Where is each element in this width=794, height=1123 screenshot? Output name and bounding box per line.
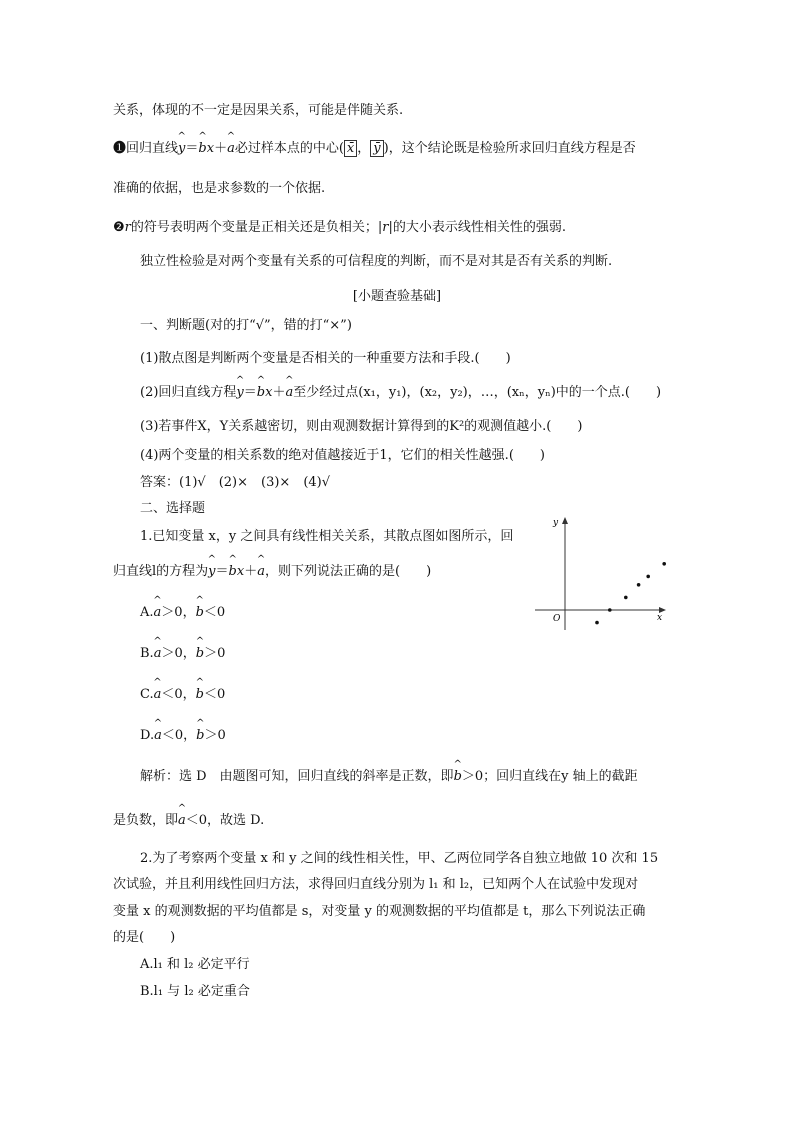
scatter-point [646, 575, 650, 579]
note-1-text-2: )，这个结论既是检验所求回归直线方程是否 [383, 141, 636, 156]
section-title: [小题查验基础] [352, 289, 442, 304]
origin-label: O [553, 614, 561, 624]
question-text: 变量 x 的观测数据的平均值都是 s，对变量 y 的观测数据的平均值都是 t，那么下列说法正确 [113, 904, 646, 919]
question-text: 次试验，并且利用线性回归方法，求得回归直线分别为 l₁ 和 l₂，已知两个人在试验中发现对 [113, 877, 639, 892]
option-b: B.^ a＞0，^ b＞0 [140, 645, 225, 663]
judge-item: (4)两个变量的相关系数的绝对值越接近于1，它们的相关性越强.( ) [140, 448, 545, 463]
solution: 解析：选 D 由题图可知，回归直线的斜率是正数，即^ b＞0；回归直线在y 轴上的截距 [140, 768, 638, 786]
part-heading: 二、选择题 [140, 501, 206, 516]
y-axis-label: y [553, 518, 559, 528]
note-1-label: ❶回归直线 [113, 141, 179, 156]
judge-item: (1)散点图是判断两个变量是否相关的一种重要方法和手段.( ) [140, 351, 511, 366]
part-heading: 一、判断题(对的打“√”，错的打“×”) [140, 318, 352, 333]
option-a: A.l₁ 和 l₂ 必定平行 [140, 957, 250, 972]
text-line: 准确的依据，也是求参数的一个依据. [113, 181, 326, 196]
option-b: B.l₁ 与 l₂ 必定重合 [140, 984, 250, 999]
y-axis-arrow [562, 517, 568, 524]
scatter-plot [530, 512, 670, 632]
judge-item: (3)若事件X，Y关系越密切，则由观测数据计算得到的K²的观测值越小.( ) [140, 419, 583, 434]
scatter-point [608, 608, 612, 612]
question-text: 的是( ) [113, 930, 176, 945]
option-a: A.^ a＞0，^ b＜0 [140, 604, 225, 622]
judge-item: (2)回归直线方程^ y＝^ bx＋^ a至少经过点(x₁，y₁)，(x₂，y₂)，…，(xₙ，yₙ)中的一个点.( ) [140, 384, 661, 402]
scatter-point [637, 583, 641, 587]
x-axis-label: x [657, 613, 663, 623]
scatter-point [624, 596, 628, 600]
note-1: ❶回归直线^ y＝^ bx＋^ a必过样本点的中心( x̄ ， ȳ )，这个结论既是检验所求回归直线方程是否 [113, 140, 636, 158]
note-2: ❷r的符号表明两个变量是正相关还是负相关；|r|的大小表示线性相关性的强弱. [113, 220, 566, 235]
text-line: 关系，体现的不一定是因果关系，可能是伴随关系. [113, 103, 404, 118]
scatter-point [662, 562, 666, 566]
option-d: D.^ a＜0，^ b＞0 [140, 727, 226, 745]
question-text: 1.已知变量 x，y 之间具有线性相关关系，其散点图如图所示，回 [140, 529, 514, 544]
question-text: 归直线l的方程为^ y＝^ bx＋^ a，则下列说法正确的是( ) [113, 563, 431, 581]
option-c: C.^ a＜0，^ b＜0 [140, 686, 225, 704]
question-text: 2.为了考察两个变量 x 和 y 之间的线性相关性，甲、乙两位同学各自独立地做 10 次和 15 [140, 851, 659, 866]
scatter-point [595, 621, 599, 625]
note-1-text: 必过样本点的中心( [234, 141, 344, 156]
solution: 是负数，即^ a＜0，故选 D. [113, 812, 264, 830]
text-line: 独立性检验是对两个变量有关系的可信程度的判断，而不是对其是否有关系的判断. [140, 254, 613, 269]
answer: 答案：(1)√ (2)× (3)× (4)√ [140, 475, 331, 490]
